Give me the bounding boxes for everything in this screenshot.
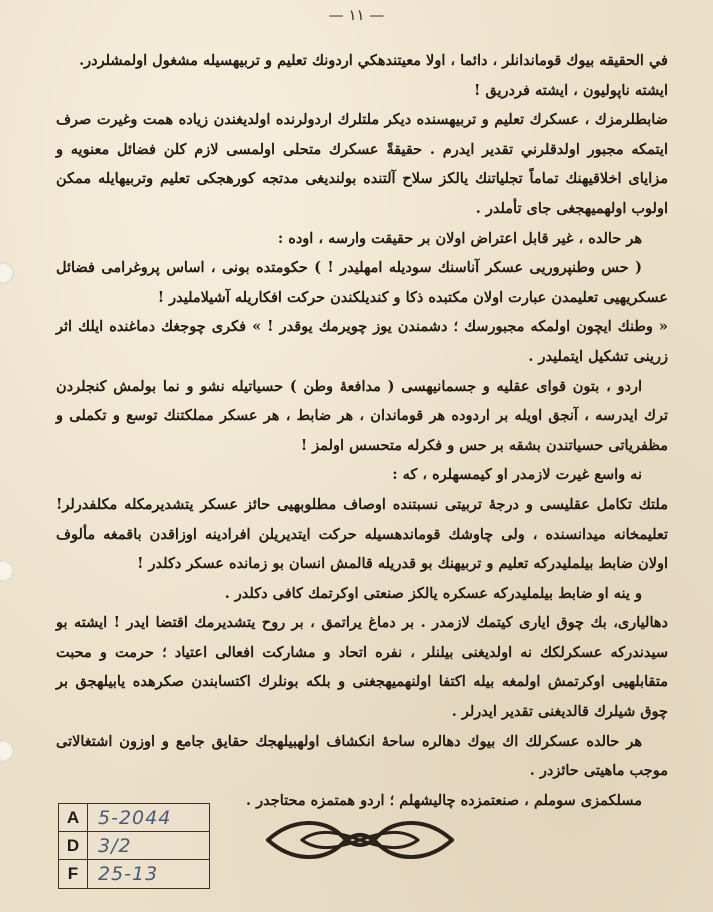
paragraph: ملتك تكامل عقليسى و درجهٔ تربيتى نسبتنده اوصاف مطلوبهيى حائز عسكر يتشديرمكله مكلفدرلر! تعليمخانه ميدانسنده ، ولى چاوشك قوماندهسيله حركت ايتديريلن افرادينه اوزاقدن باقمغه مألوف اولان ضابط بيلمليدركه تعليم و تربيهنك بو قدريله قالمش انسان بو زمانده عسكر دكلدر ! bbox=[56, 495, 668, 573]
archive-stamp bbox=[58, 803, 210, 889]
page-number: — ١١ — bbox=[328, 6, 385, 24]
paragraph: ايشته ناپوليون ، ايشته فردريق ! bbox=[473, 81, 668, 99]
stamp-value: 5-2044 bbox=[98, 806, 172, 829]
paragraph: هر حالده ، غير قابل اعتراض اولان بر حقيقت وارسه ، اوده : bbox=[277, 229, 642, 247]
paragraph: و ينه او ضابط بيلمليدركه عسكره يالكز صنعتى اوكرتمك كافى دكلدر . bbox=[224, 584, 642, 602]
paragraph: ( حس وطنپروريى عسكر آناسنك سوديله امهليدر ! ) حكومتده بونى ، اساس پروغرامى فضائل عسكريهيى تعليمدن عبارت اولان مكتبده ذكا و كنديلكندن حركت افكاريله آشيلامليدر ! bbox=[56, 259, 668, 306]
paragraph: هر حالده عسكرلك اك بيوك دهالره ساحهٔ انكشاف اولهبيلهجك حقايق جامع و اوزون اشتغالاتى موجب ماهيتى حائزدر . bbox=[56, 732, 668, 780]
paragraph: ضابطلرمزك ، عسكرك تعليم و تربيهسنده ديكر ملتلرك اردولرنده اولديغندن زياده همت وغيرت صرف ايتمكه مجبور اولدقلرني تقدير ايدرم . حقيقةً عسكرك متحلى اولمسى لازم كلن فضائل معنويه و مزاياى اخلاقيهنك تماماً تجلياتنك يالكز سلاح آلتنده بولنديغى مدتجه كورهجكى تعليم وتربيهايله ممكن اولوب اولهميهجغى جاى تأملدر . bbox=[56, 111, 668, 217]
paragraph: في الحقيقه بيوك قوماندانلر ، دائما ، اولا معيتندهكي اردونك تعليم و تربيهسيله مشغول اولمشلردر. bbox=[79, 52, 668, 69]
stamp-value: 25-13 bbox=[98, 863, 159, 885]
paragraph: « وطنك ايچون اولمكه مجبورسك ؛ دشمندن يوز چويرمك يوقدر ! » فكرى چوجغك دماغنده ايلك اثر زرينى تشكيل ايتمليدر . bbox=[56, 318, 668, 365]
stamp-row bbox=[59, 804, 209, 832]
binding-hole bbox=[0, 262, 14, 284]
paragraph: نه واسع غيرت لازمدر او كيمسهلره ، كه : bbox=[392, 466, 642, 484]
decorative-flourish-icon bbox=[262, 814, 458, 866]
paragraph: دهاليارى، بك چوق ايارى كيتمك لازمدر . بر دماغ يراتمق ، بر روح يتشديرمك اقتضا ايدر ! ايشته بو سيدندركه عسكرلكك نه اولديغنى بيلنلر ، نفره اتحاد و مشاركت افعالى اعتياد ؛ حرمت و محبت متقابلهيى اوكرتمش اولمغه بيله اكتفا اولنهميهجغنى و بلكه بونلرك اكتسابندن صكرهده يابيلهجق بر چوق شيلرك قالديغنى تقدير ايدرلر . bbox=[56, 614, 668, 721]
stamp-letter: D bbox=[59, 832, 88, 859]
body-text bbox=[56, 46, 668, 815]
stamp-letter: A bbox=[59, 804, 88, 831]
paragraph: مسلكمزى سوملم ، صنعتمزده چاليشهلم ؛ اردو همتمزه محتاجدر . bbox=[246, 791, 642, 809]
stamp-row bbox=[59, 832, 209, 860]
binding-hole bbox=[0, 560, 14, 582]
stamp-value: 3/2 bbox=[98, 834, 132, 857]
stamp-letter: F bbox=[59, 860, 88, 888]
stamp-row bbox=[59, 860, 209, 888]
paragraph: اردو ، بتون قواى عقليه و جسمانيهسى ( مدافعهٔ وطن ) حسياتيله نشو و نما بولمش كنجلردن ترك ايدرسه ، آنجق اويله بر اردوده هر قوماندان ، هر ضابط ، هر عسكر مملكتنك توسع و تكملى و مظفرياتى حسياتندن بشقه بر حس و فكرله متحسس اولمز ! bbox=[56, 377, 668, 454]
binding-hole bbox=[0, 740, 14, 762]
